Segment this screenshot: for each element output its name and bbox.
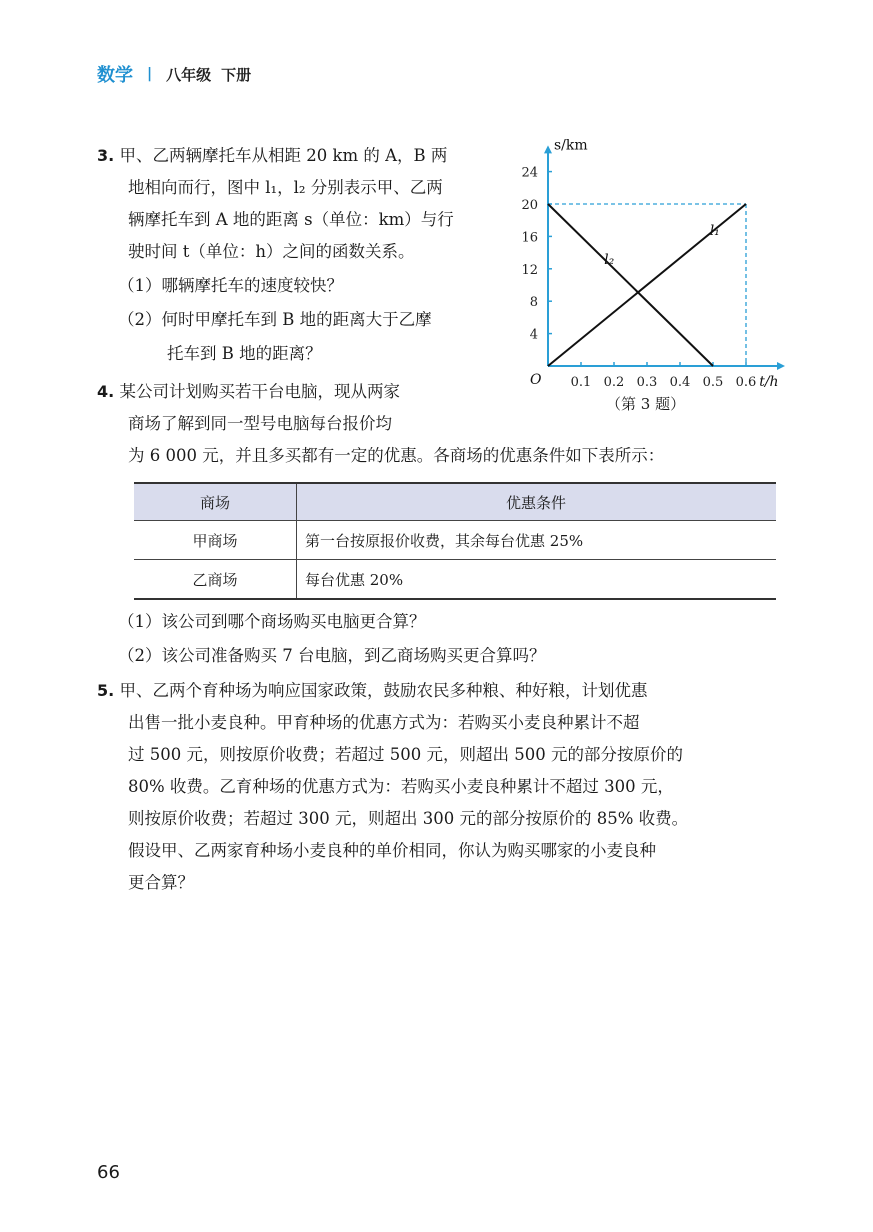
problem-5-line-4: 80% 收费。乙育种场的优惠方式为：若购买小麦良种累计不超过 300 元， [128,777,674,796]
grade-text: 八年级 [166,65,212,84]
discount-table [134,482,776,600]
header-separator: | [147,66,153,82]
page-number: 66 [97,1162,120,1183]
problem-3-question-1: （1）哪辆摩托车的速度较快？ [118,276,343,295]
problem-4-line-2: 商场了解到同一型号电脑每台报价均 [128,414,392,433]
problem-4-question-1: （1）该公司到哪个商场购买电脑更合算？ [118,612,426,631]
table-header-discount: 优惠条件 [297,483,777,521]
series-lines [548,204,746,366]
problem-3-line-3: 辆摩托车到 A 地的距离 s（单位：km）与行 [128,210,454,229]
problem-5-text-1: 甲、乙两个育种场为响应国家政策，鼓励农民多种粮、种好粮，计划优惠 [119,681,648,700]
problem-5-line-3: 过 500 元，则按原价收费；若超过 500 元，则超出 500 元的部分按原价的 [128,745,683,764]
table-cell: 第一台按原报价收费，其余每台优惠 25% [297,521,777,560]
problem-4-line-3: 为 6 000 元，并且多买都有一定的优惠。各商场的优惠条件如下表所示： [128,446,665,465]
problem-4-number: 4. [97,382,115,401]
subject-title: 数学 [97,65,133,86]
problem-5-line-2: 出售一批小麦良种。甲育种场的优惠方式为：若购买小麦良种累计不超 [128,713,640,732]
problem-3-number: 3. [97,146,115,165]
problem-3-question-2-line-1: （2）何时甲摩托车到 B 地的距离大于乙摩 [118,310,432,329]
x-tick-label: 0.6 [735,375,757,390]
table-header-row [134,483,776,521]
x-tick-label: 0.1 [570,375,592,390]
problem-4-question-2: （2）该公司准备购买 7 台电脑，到乙商场购买更合算吗？ [118,646,546,665]
table-cell: 甲商场 [134,521,297,560]
y-tick-label: 8 [529,295,538,311]
problem-3-text-1: 甲、乙两辆摩托车从相距 20 km 的 A，B 两 [119,146,448,165]
volume-text: 下册 [221,65,252,84]
table-row [134,521,776,560]
y-tick-label: 4 [529,327,538,343]
problem-3-question-2-line-2: 托车到 B 地的距离？ [167,344,322,363]
x-tick-label: 0.4 [669,375,691,390]
series-label-l1: l₁ [709,222,720,239]
problem-4-text-1: 某公司计划购买若干台电脑，现从两家 [119,382,400,401]
problem-3-line-1 [97,140,447,172]
y-tick-label: 16 [521,230,538,246]
figure-caption: （第 3 题） [606,395,686,413]
problem-3-line-2: 地相向而行，图中 l₁，l₂ 分别表示甲、乙两 [128,178,443,197]
page-header [97,62,261,86]
origin-label: O [530,372,542,388]
x-tick-label: 0.3 [636,375,658,390]
problem-3-line-4: 驶时间 t（单位：h）之间的函数关系。 [128,242,415,261]
x-tick-label: 0.2 [603,375,625,390]
problem-5-number: 5. [97,681,115,700]
series-label-l2: l₂ [604,251,615,268]
y-tick-label: 24 [521,165,538,181]
x-tick-label: 0.5 [702,375,724,390]
problem-5-line-5: 则按原价收费；若超过 300 元，则超出 300 元的部分按原价的 85% 收费。 [128,809,689,828]
grade-label [166,64,261,85]
y-axis-label: s/km [554,137,588,154]
problem-4-line-1 [97,376,400,408]
table-cell: 每台优惠 20% [297,560,777,600]
table-row [134,560,776,600]
problem-5-line-6: 假设甲、乙两家育种场小麦良种的单价相同，你认为购买哪家的小麦良种 [128,841,656,860]
distance-time-graph [510,130,800,430]
problem-5-line-1 [97,675,647,707]
series-line-2 [548,204,713,366]
table-cell: 乙商场 [134,560,297,600]
table-header-store: 商场 [134,483,297,521]
y-tick-label: 12 [521,262,538,278]
x-axis-label: t/h [759,374,779,390]
y-tick-label: 20 [521,198,538,213]
problem-5-line-7: 更合算？ [128,873,194,892]
